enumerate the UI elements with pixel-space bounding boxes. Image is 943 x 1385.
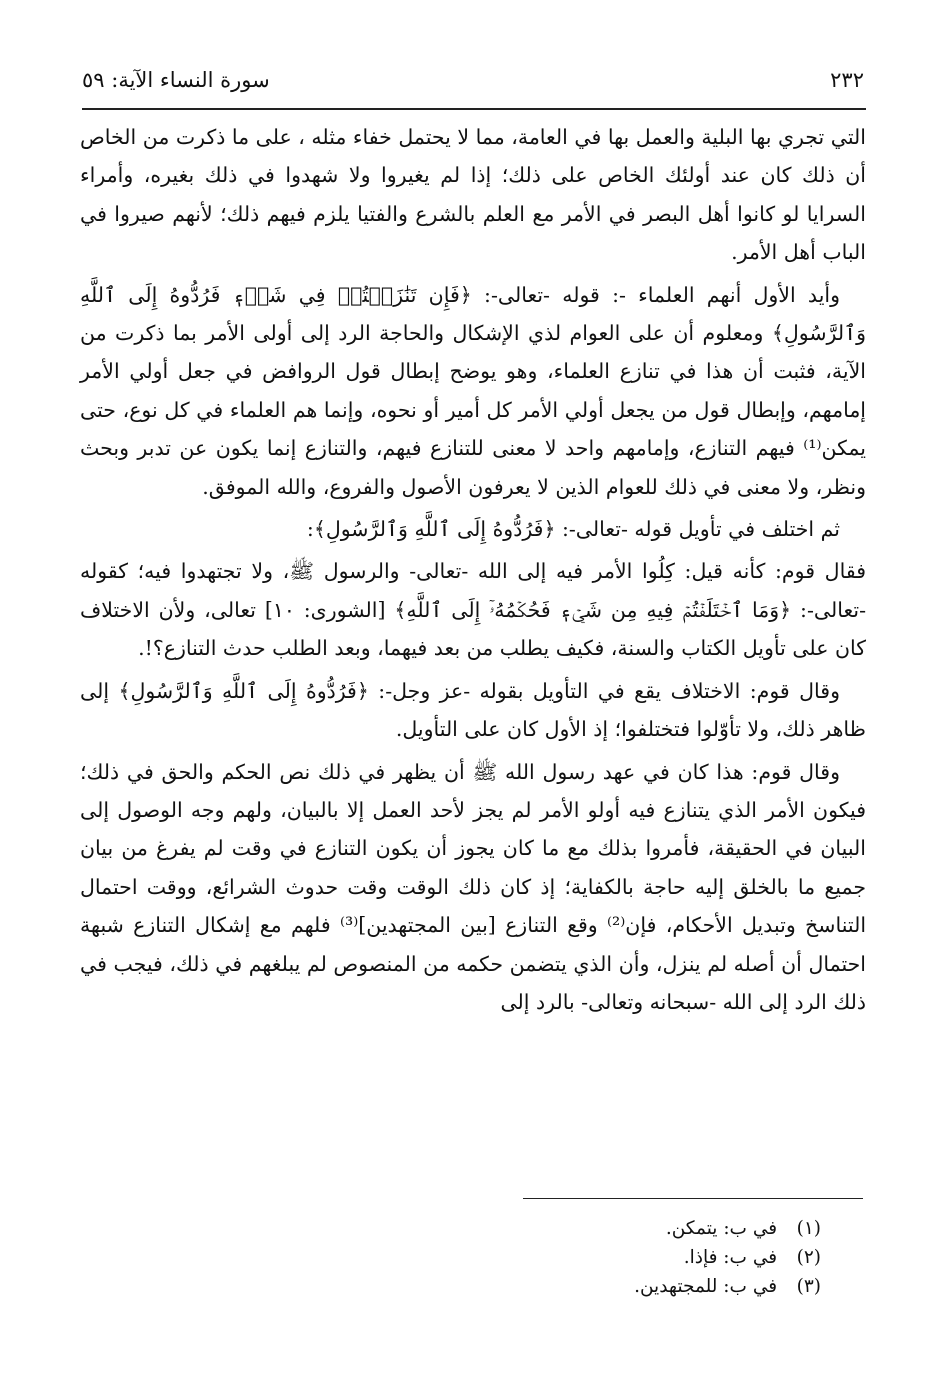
paragraph: وأيد الأول أنهم العلماء -: قوله -تعالى-: ﴿فَإِن تَنَٰزَعۡتُمۡ فِي شَيۡءٖ فَرُدُّوهُ إِلَى ٱللَّهِ وَٱلرَّسُولِ﴾ ومعلوم أن على العوام لذي الإشكال والحاجة الرد إلى أولى الأمر بما ذكرت من الآية، فثبت أن هذا في تنازع العلماء، وهو يوضح إبطال قول الروافض في جعل أولي الأمر إمامهم، وإبطال قول من يجعل أولي الأمر كل أمير أو نحوه، وإنما هم العلماء في كل نوع، حتى يمكن⁽¹⁾ فيهم التنازع، وإمامهم واحد لا معنى للتنازع فيهم، والتنازع إنما يكون عن تدبر وبحث ونظر، ولا معنى في ذلك للعوام الذين لا يعرفون الأصول والفروع، والله الموفق.	[80, 282, 866, 499]
main-text	[80, 118, 866, 1021]
paragraph: ثم اختلف في تأويل قوله -تعالى-: ﴿فَرُدُّوهُ إِلَى ٱللَّهِ وَٱلرَّسُولِ﴾:	[306, 517, 840, 542]
footnote-number: (٣)	[796, 1276, 821, 1297]
footnote-number: (٢)	[796, 1247, 821, 1268]
paragraph: وقال قوم: الاختلاف يقع في التأويل بقوله -عز وجل-: ﴿فَرُدُّوهُ إِلَى ٱللَّهِ وَٱلرَّسُولِ﴾ إلى ظاهر ذلك، ولا تأوّلوا فتختلفوا؛ إذ الأول كان على التأويل.	[80, 678, 866, 742]
footnote	[321, 1214, 821, 1243]
footnote	[321, 1243, 821, 1272]
footnotes	[321, 1214, 821, 1301]
paragraph: فقال قوم: كأنه قيل: كِلُوا الأمر فيه إلى الله -تعالى- والرسول ﷺ، ولا تجتهدوا فيه؛ كقوله -تعالى-: ﴿وَمَا ٱخۡتَلَفۡتُمۡ فِيهِ مِن شَيۡءٖ فَحُكۡمُهُۥٓ إِلَى ٱللَّهِ﴾ [الشورى: ١٠] تعالى، ولأن الاختلاف كان على تأويل الكتاب والسنة، فكيف يطلب من بعد فيهما، وبعد الطلب حدث التنازع؟!.	[80, 559, 866, 661]
footnote	[321, 1272, 821, 1301]
running-title: سورة النساء الآية: ٥٩	[82, 68, 270, 92]
paragraph: التي تجري بها البلية والعمل بها في العامة، مما لا يحتمل خفاء مثله ، على ما ذكرت من الخاص أن ذلك كان عند أولئك الخاص على ذلك؛ إذا لم يغيروا ولا شهدوا في ذلك بغيره، وأمراء السرايا لو كانوا أهل البصر في الأمر مع العلم بالشرع والفتيا يلزم فيهم ذلك؛ لأنهم صيروا في الباب أهل الأمر.	[80, 125, 866, 265]
footnote-text: في ب: يتمكن.	[665, 1218, 778, 1239]
page-header	[82, 62, 864, 102]
header-divider	[82, 108, 866, 110]
paragraph: وقال قوم: هذا كان في عهد رسول الله ﷺ أن يظهر في ذلك نص الحكم والحق في ذلك؛ فيكون الأمر الذي يتنازع فيه أولو الأمر لم يجز لأحد العمل إلا بالبيان، ولهم وجه الوصول إلى البيان في الحقيقة، فأمروا بذلك مع ما كان يجوز أن يكون التنازع في وقت لم يفرغ من بيان جميع ما بالخلق إليه حاجة بالكفاية؛ إذ كان ذلك الوقت وقت حدوث الشرائع، ووقت احتمال التناسخ وتبديل الأحكام، فإن⁽²⁾ وقع التنازع [بين المجتهدين]⁽³⁾ فلهم مع إشكال التنازع شبهة احتمال أن أصله لم ينزل، وأن الذي يتضمن حكمه من المنصوص لم يبلغهم في ذلك، فيجب في ذلك الرد إلى الله -سبحانه وتعالى- بالرد إلى	[80, 759, 867, 1014]
footnote-number: (١)	[796, 1218, 821, 1239]
footnote-text: في ب: فإذا.	[683, 1247, 778, 1268]
page-number: ٢٣٢	[830, 68, 864, 92]
footnote-text: في ب: للمجتهدين.	[634, 1276, 778, 1297]
footnote-divider	[523, 1198, 863, 1199]
